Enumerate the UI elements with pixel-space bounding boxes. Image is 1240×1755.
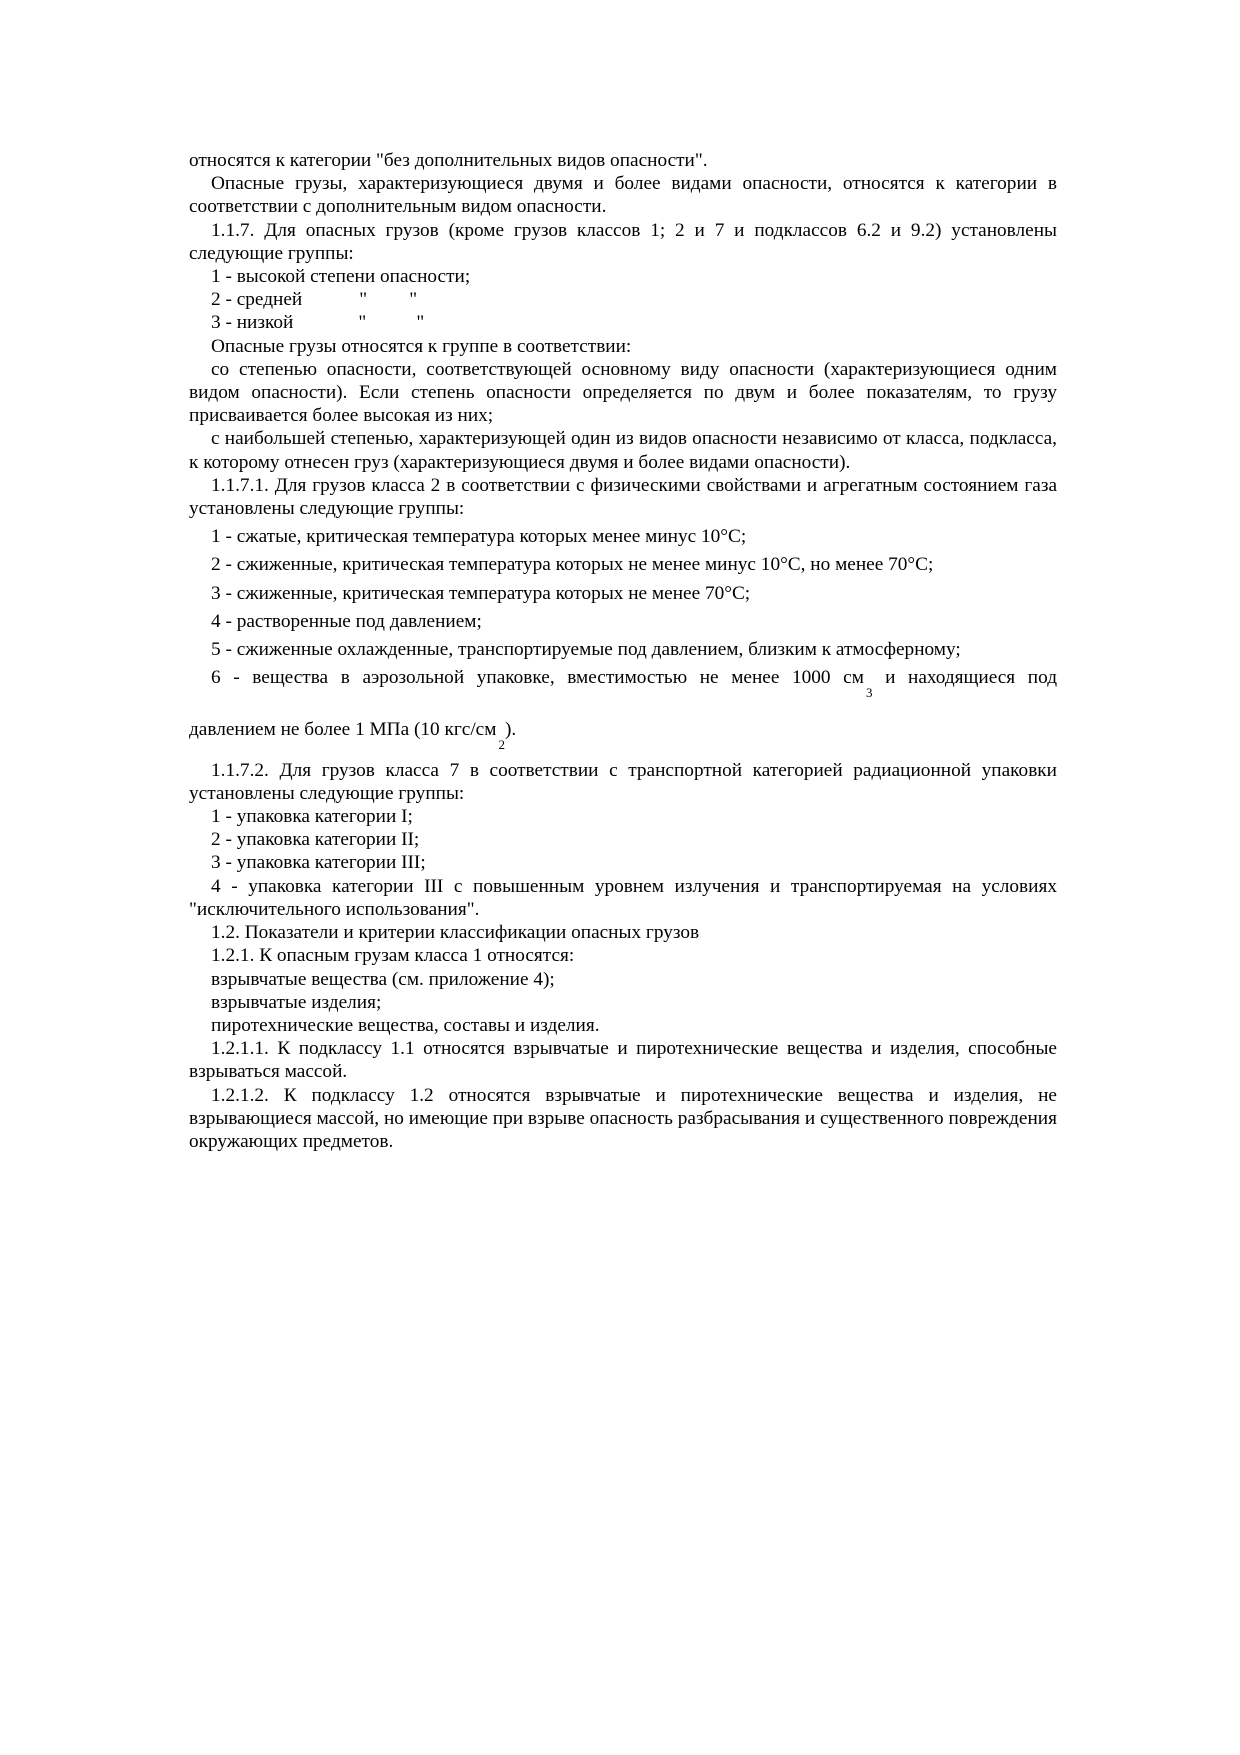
paragraph: 1.2.1.2. К подклассу 1.2 относятся взрывчатые и пиротехнические вещества и изделия, не взрывающиеся массой, но имеющие при взрыве опасность разбрасывания и существенного повреждения окружающих предметов. [189, 1084, 1057, 1152]
paragraph: Опасные грузы, характеризующиеся двумя и более видами опасности, относятся к категории в соответствии с дополнительным видом опасности. [189, 173, 1057, 218]
paragraph: со степенью опасности, соответствующей основному виду опасности (характеризующиеся одним видом опасности). Если степень опасности определяется по двум и более показателям, то грузу присваивается более высокая из них; [189, 358, 1057, 427]
section-heading: 1.2. Показатели и критерии классификации опасных грузов [211, 922, 700, 944]
list-item: пиротехнические вещества, составы и изделия. [211, 1014, 600, 1036]
list-item: взрывчатые изделия; [211, 991, 382, 1013]
paragraph-text: давлением не более 1 МПа (10 кгс/см [189, 719, 497, 741]
paragraph: с наибольшей степенью, характеризующей один из видов опасности независимо от класса, подкласса, к которому отнесен груз (характеризующиеся двумя и более видами опасности). [189, 428, 1057, 473]
paragraph-text: ). [504, 719, 517, 741]
list-item: 3 - упаковка категории III; [211, 852, 426, 874]
list-item: 4 - упаковка категории III с повышенным уровнем излучения и транспортируемая на условиях "исключительного использования". [189, 875, 1057, 920]
list-item: 5 - сжиженные охлажденные, транспортируемые под давлением, близким к атмосферному; [211, 639, 961, 661]
list-item: 2 - сжиженные, критическая температура которых не менее минус 10°С, но менее 70°С; [211, 554, 934, 576]
paragraph [189, 718, 1057, 753]
list-item [189, 288, 1057, 311]
paragraph: 1.1.7. Для опасных грузов (кроме грузов классов 1; 2 и 7 и подклассов 6.2 и 9.2) установлены следующие группы: [189, 219, 1057, 264]
paragraph: 1.1.7.1. Для грузов класса 2 в соответствии с физическими свойствами и агрегатным состоянием газа установлены следующие группы: [189, 474, 1057, 520]
list-item [189, 311, 1057, 334]
paragraph: 1.2.1.1. К подклассу 1.1 относятся взрывчатые и пиротехнические вещества и изделия, способные взрываться массой. [189, 1038, 1057, 1083]
list-item-text: и находящиеся под [872, 667, 1057, 689]
list-item: взрывчатые вещества (см. приложение 4); [211, 968, 555, 990]
ditto-mark: " [359, 289, 368, 311]
document-page [189, 149, 1057, 1153]
list-item: 2 - упаковка категории II; [211, 829, 420, 851]
paragraph: 1.1.7.2. Для грузов класса 7 в соответствии с транспортной категорией радиационной упаковки установлены следующие группы: [189, 759, 1057, 804]
list-item: 1 - упаковка категории I; [211, 806, 413, 828]
superscript: 3 [865, 685, 873, 701]
list-item-label: 3 - низкой [211, 312, 294, 334]
paragraph: 1.2.1. К опасным грузам класса 1 относятся: [211, 945, 575, 967]
list-item: 4 - растворенные под давлением; [211, 610, 482, 632]
ditto-mark: " [409, 289, 418, 311]
paragraph: Опасные грузы относятся к группе в соответствии: [211, 335, 632, 357]
ditto-mark: " [358, 312, 367, 334]
list-item: 1 - сжатые, критическая температура которых менее минус 10°С; [211, 526, 747, 548]
list-item: 3 - сжиженные, критическая температура которых не менее 70°С; [211, 582, 751, 604]
list-item-text: 6 - вещества в аэрозольной упаковке, вместимостью не менее 1000 см [211, 667, 864, 689]
superscript: 2 [498, 737, 505, 753]
ditto-mark: " [416, 312, 425, 334]
list-item [189, 666, 1057, 701]
paragraph: относятся к категории "без дополнительных видов опасности". [189, 150, 708, 171]
list-item-label: 2 - средней [211, 289, 303, 311]
list-item: 1 - высокой степени опасности; [211, 266, 471, 288]
